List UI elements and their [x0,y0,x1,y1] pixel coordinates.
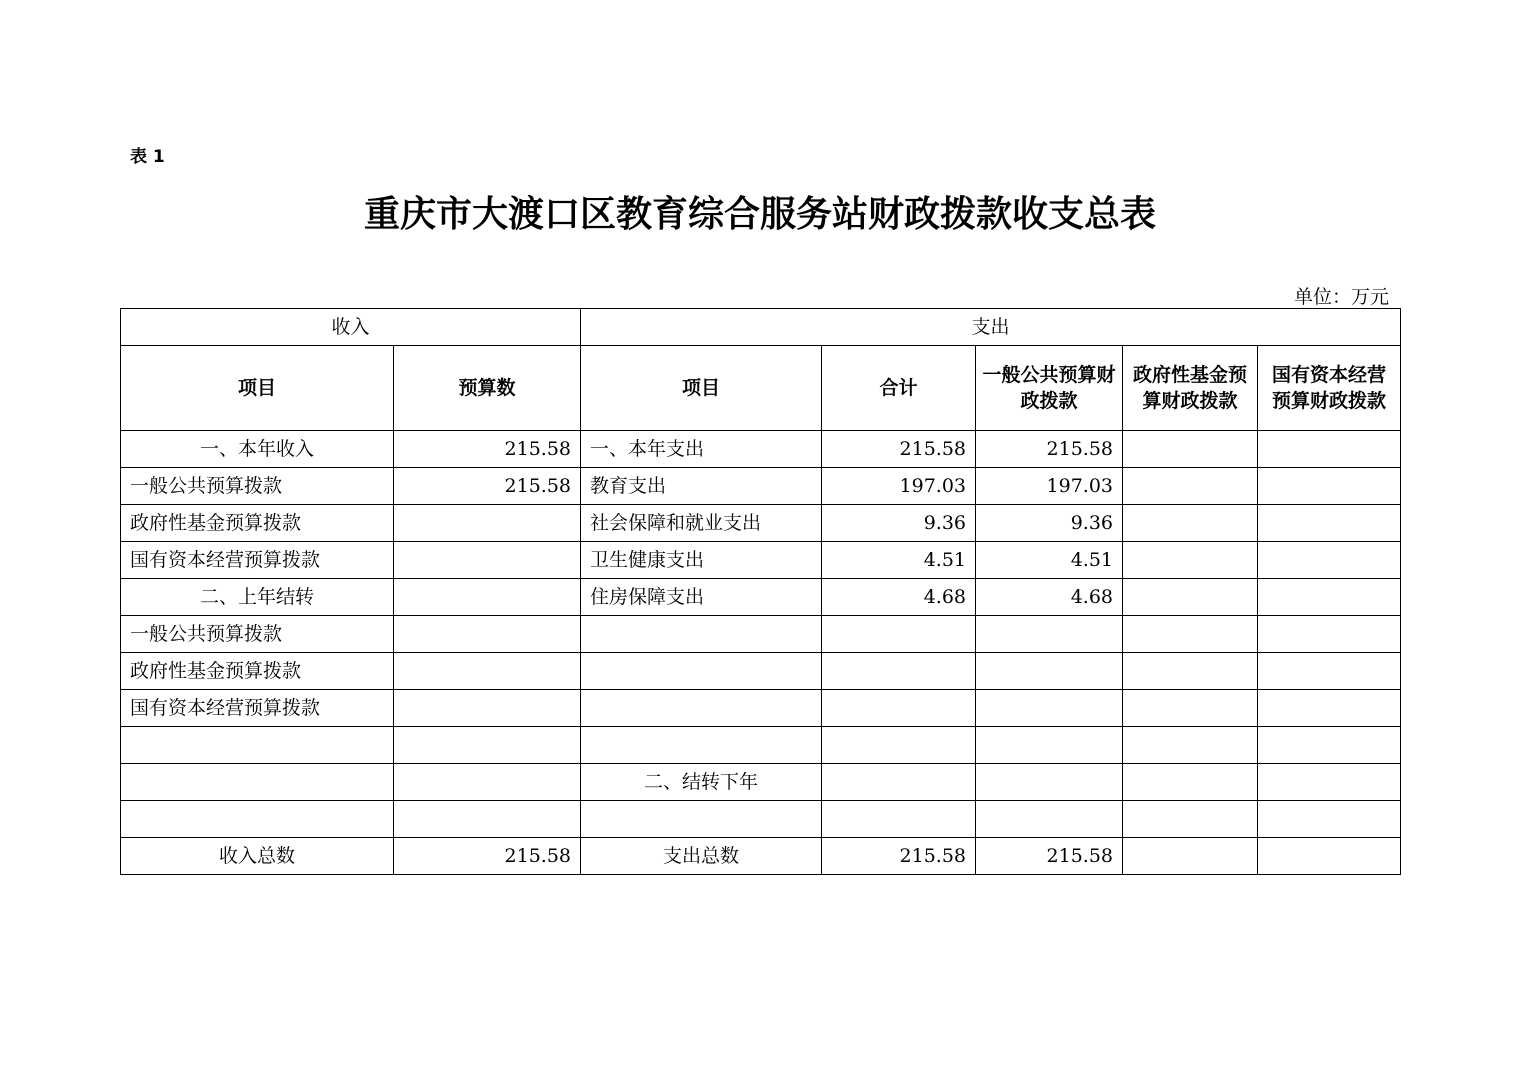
state-capital-cell [1258,801,1401,838]
column-header-row [121,346,1401,431]
income-total-value: 215.58 [394,838,581,875]
total-cell: 197.03 [822,468,976,505]
income-item-cell [121,801,394,838]
general-public-cell: 4.51 [976,542,1123,579]
expense-item-cell: 社会保障和就业支出 [581,505,822,542]
expense-item-header: 项目 [581,346,822,431]
table-row [121,579,1401,616]
state-capital-total-value [1258,838,1401,875]
income-total-label: 收入总数 [121,838,394,875]
general-public-header: 一般公共预算财政拨款 [976,346,1123,431]
total-cell [822,764,976,801]
general-public-cell: 197.03 [976,468,1123,505]
gov-fund-header: 政府性基金预算财政拨款 [1123,346,1258,431]
table-row [121,764,1401,801]
income-item-cell: 国有资本经营预算拨款 [121,690,394,727]
income-budget-cell: 215.58 [394,431,581,468]
expense-item-cell [581,653,822,690]
general-public-cell: 215.58 [976,431,1123,468]
income-budget-cell: 215.58 [394,468,581,505]
total-cell: 9.36 [822,505,976,542]
expense-total-label: 支出总数 [581,838,822,875]
total-cell [822,690,976,727]
income-budget-cell [394,727,581,764]
expense-item-cell: 二、结转下年 [581,764,822,801]
expense-total-value: 215.58 [822,838,976,875]
expense-item-cell: 一、本年支出 [581,431,822,468]
income-item-cell: 一般公共预算拨款 [121,468,394,505]
gov-fund-cell [1123,579,1258,616]
income-item-cell [121,764,394,801]
table-number-label: 表 1 [130,147,165,167]
state-capital-cell [1258,764,1401,801]
expense-item-cell [581,690,822,727]
table-row [121,542,1401,579]
expense-item-cell: 住房保障支出 [581,579,822,616]
gov-fund-cell [1123,616,1258,653]
total-row [121,838,1401,875]
expense-item-cell [581,727,822,764]
expense-item-cell [581,801,822,838]
state-capital-cell [1258,431,1401,468]
table-row [121,801,1401,838]
state-capital-header: 国有资本经营预算财政拨款 [1258,346,1401,431]
table-row [121,468,1401,505]
table-row [121,505,1401,542]
state-capital-cell [1258,653,1401,690]
gov-fund-cell [1123,468,1258,505]
expense-item-cell: 教育支出 [581,468,822,505]
total-cell: 4.51 [822,542,976,579]
income-item-cell [121,727,394,764]
state-capital-cell [1258,505,1401,542]
table-row [121,616,1401,653]
general-public-cell [976,616,1123,653]
total-cell: 4.68 [822,579,976,616]
income-item-cell: 政府性基金预算拨款 [121,653,394,690]
income-item-cell: 政府性基金预算拨款 [121,505,394,542]
state-capital-cell [1258,579,1401,616]
gov-fund-total-value [1123,838,1258,875]
table-row [121,653,1401,690]
gov-fund-cell [1123,542,1258,579]
total-cell [822,653,976,690]
income-budget-cell [394,690,581,727]
state-capital-cell [1258,690,1401,727]
income-item-header: 项目 [121,346,394,431]
unit-label: 单位：万元 [1293,286,1389,308]
expense-item-cell [581,616,822,653]
gov-fund-cell [1123,431,1258,468]
income-budget-header: 预算数 [394,346,581,431]
total-header: 合计 [822,346,976,431]
total-cell: 215.58 [822,431,976,468]
income-item-cell: 国有资本经营预算拨款 [121,542,394,579]
expense-item-cell: 卫生健康支出 [581,542,822,579]
income-budget-cell [394,653,581,690]
general-public-cell [976,764,1123,801]
income-item-cell: 一般公共预算拨款 [121,616,394,653]
gov-fund-cell [1123,801,1258,838]
income-budget-cell [394,616,581,653]
income-budget-cell [394,801,581,838]
gov-fund-cell [1123,690,1258,727]
gov-fund-cell [1123,653,1258,690]
gov-fund-cell [1123,727,1258,764]
document-title: 重庆市大渡口区教育综合服务站财政拨款收支总表 [363,194,1156,235]
table-row [121,431,1401,468]
general-public-cell: 9.36 [976,505,1123,542]
income-budget-cell [394,505,581,542]
income-group-header: 收入 [121,309,581,346]
income-budget-cell [394,579,581,616]
state-capital-cell [1258,616,1401,653]
income-item-cell: 一、本年收入 [121,431,394,468]
fiscal-appropriation-table [120,308,1401,875]
expense-group-header: 支出 [581,309,1401,346]
general-public-cell [976,727,1123,764]
gov-fund-cell [1123,764,1258,801]
state-capital-cell [1258,727,1401,764]
state-capital-cell [1258,542,1401,579]
income-budget-cell [394,764,581,801]
general-public-cell [976,801,1123,838]
table-row [121,690,1401,727]
total-cell [822,616,976,653]
group-header-row [121,309,1401,346]
total-cell [822,727,976,764]
table-row [121,727,1401,764]
income-item-cell: 二、上年结转 [121,579,394,616]
income-budget-cell [394,542,581,579]
state-capital-cell [1258,468,1401,505]
general-public-cell: 4.68 [976,579,1123,616]
general-public-total-value: 215.58 [976,838,1123,875]
general-public-cell [976,653,1123,690]
total-cell [822,801,976,838]
general-public-cell [976,690,1123,727]
gov-fund-cell [1123,505,1258,542]
